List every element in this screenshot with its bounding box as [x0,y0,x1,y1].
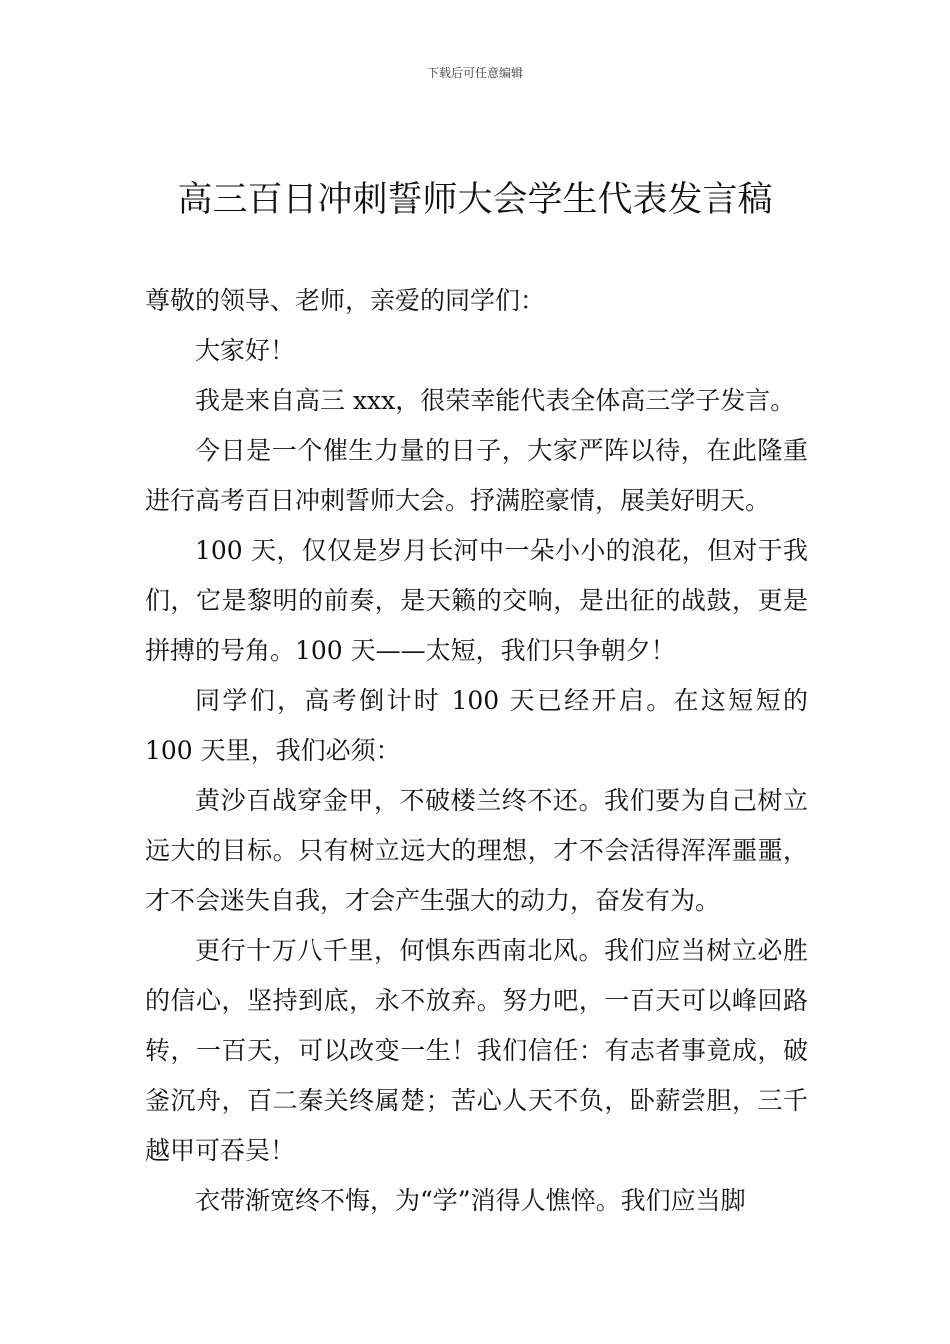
paragraph: 衣带渐宽终不悔，为“学”消得人憔悴。我们应当脚 [195,1186,746,1215]
paragraph: 100 天，仅仅是岁月长河中一朵小小的浪花，但对于我们，它是黎明的前奏，是天籁的交响，是出征的战鼓，更是拼搏的号角。100 天——太短，我们只争朝夕！ [145,536,808,665]
document-body [145,276,808,1226]
paragraph: 大家好！ [195,336,296,365]
document-title: 高三百日冲刺誓师大会学生代表发言稿 [177,180,773,220]
paragraph: 同学们，高考倒计时 100 天已经开启。在这短短的 100 天里，我们必须： [145,686,808,765]
paragraph: 更行十万八千里，何惧东西南北风。我们应当树立必胜的信心，坚持到底，永不放弃。努力吧，一百天可以峰回路转，一百天，可以改变一生！我们信任：有志者事竟成，破釜沉舟，百二秦关终属楚；苦心人天不负，卧薪尝胆，三千越甲可吞吴！ [145,936,808,1165]
paragraph: 黄沙百战穿金甲，不破楼兰终不还。我们要为自己树立远大的目标。只有树立远大的理想，才不会活得浑浑噩噩，才不会迷失自我，才会产生强大的动力，奋发有为。 [145,786,808,915]
salutation: 尊敬的领导、老师，亲爱的同学们： [145,286,546,315]
paragraph: 我是来自高三 xxx，很荣幸能代表全体高三学子发言。 [195,386,796,415]
header-note: 下载后可任意编辑 [426,66,523,80]
paragraph: 今日是一个催生力量的日子，大家严阵以待，在此隆重进行高考百日冲刺誓师大会。抒满腔豪情，展美好明天。 [145,436,808,515]
